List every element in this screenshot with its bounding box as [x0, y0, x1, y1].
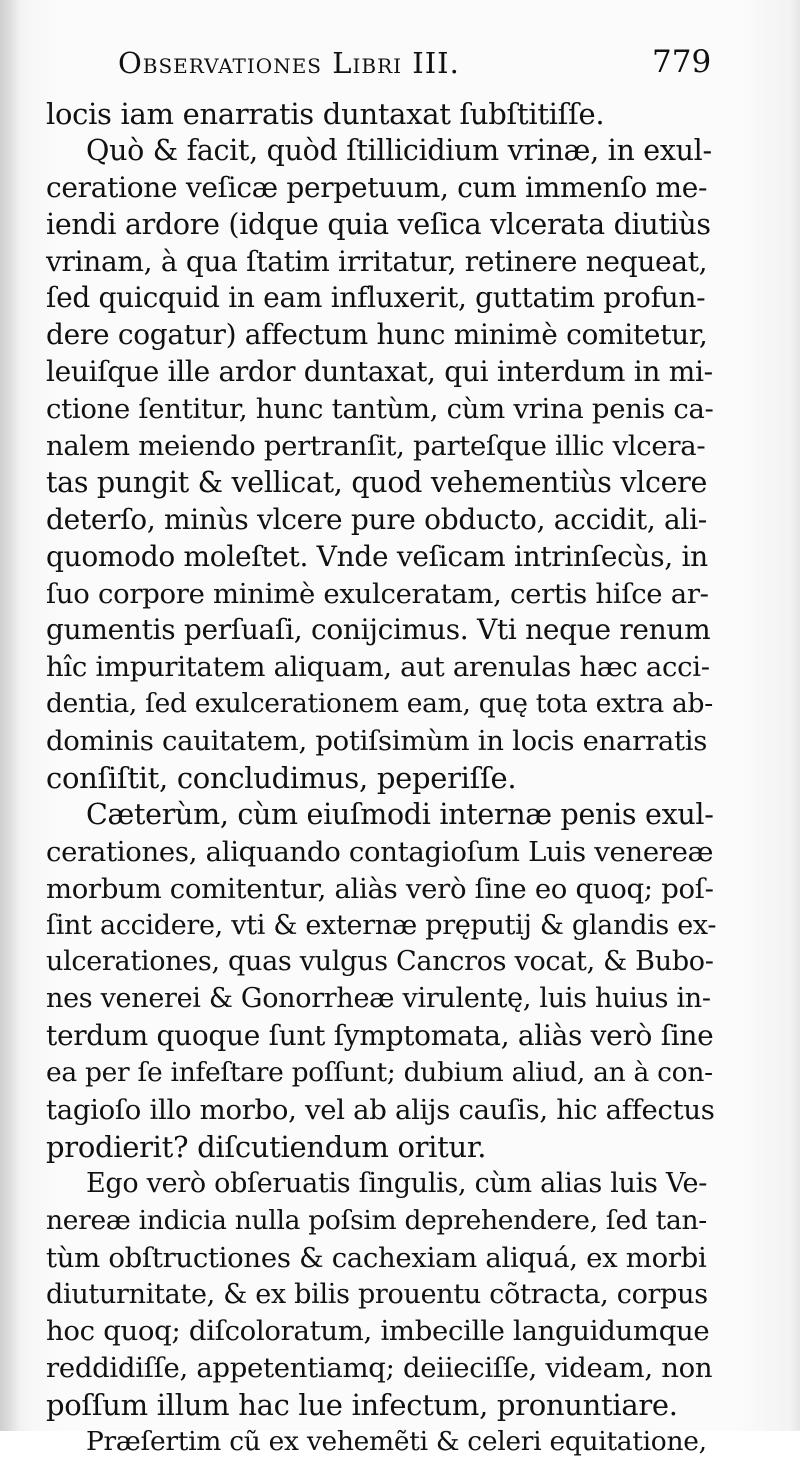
text-line: ſed quicquid in eam influxerit, guttatim profun-: [46, 281, 706, 315]
text-line: ctione ſentitur, hunc tantùm, cùm vrina penis ca-: [46, 393, 714, 426]
text-line: ſuo corpore minimè exulceratam, certis hiſce ar-: [46, 577, 709, 610]
text-line: hîc impuritatem aliquam, aut arenulas hæc acci-: [46, 651, 710, 684]
text-line: ceratione veſicæ perpetuum, cum immenſo me-: [46, 170, 708, 204]
running-title: Observationes Libri III.: [118, 46, 460, 80]
text-line: ea per ſe infeſtare poſſunt; dubium aliud, an à con-: [46, 1057, 713, 1089]
text-line: ulcerationes, quas vulgus Cancros vocat, & Bubo-: [46, 946, 714, 978]
text-line: nes venerei & Gonorrheæ virulentę, luis huius in-: [46, 983, 711, 1015]
text-line: tagioſo illo morbo, vel ab alijs cauſis, hic affectus: [46, 1094, 715, 1127]
text-line: Ego verò obſeruatis ſingulis, cùm alias luis Ve-: [86, 1167, 708, 1199]
page-number: 779: [652, 44, 712, 80]
text-line: poſſum illum hac lue infectum, pronuntiare.: [46, 1388, 678, 1423]
text-line: ſint accidere, vti & externæ pręputij & glandis ex-: [46, 909, 717, 941]
text-line: dentia, ſed exulcerationem eam, quę tota extra ab-: [46, 688, 713, 720]
page-gutter-shadow: [0, 0, 20, 1431]
text-line: cerationes, aliquando contagioſum Luis venereæ: [46, 835, 714, 868]
text-line: vrinam, à qua ſtatim irritatur, retinere nequeat,: [46, 244, 708, 278]
text-line: dominis cauitatem, potiſsimùm in locis enarratis: [46, 725, 708, 758]
text-line: nereæ indicia nulla poſsim deprehendere, ſed tan-: [46, 1204, 707, 1236]
text-line: iendi ardore (idque quia veſica vlcerata diutiùs: [46, 207, 711, 241]
text-line: terdum quoque ſunt ſymptomata, aliàs verò ſine: [46, 1019, 714, 1053]
body-text: [46, 96, 716, 1461]
text-line: reddidiſſe, appetentiamq; deiieciſſe, videam, non: [46, 1352, 713, 1385]
text-line: deterſo, minùs vlcere pure obducto, accidit, ali-: [46, 502, 707, 536]
text-line: locis iam enarratis duntaxat ſubſtitiſſe.: [46, 97, 605, 131]
text-line: morbum comitentur, aliàs verò ſine eo quoq; poſ-: [46, 872, 714, 905]
running-head: [118, 44, 718, 94]
text-line: tùm obſtructiones & cachexiam aliquá, ex morbi: [46, 1241, 707, 1274]
text-line: conſiſtit, concludimus, peperiſſe.: [46, 761, 517, 796]
text-line: quomodo moleſtet. Vnde veſicam intrinſecùs, in: [46, 539, 708, 573]
text-line: tas pungit & vellicat, quod vehementiùs vlcere: [46, 465, 708, 499]
text-line: hoc quoq; diſcoloratum, imbecille languidumque: [46, 1315, 710, 1348]
text-line: gumentis perſuaſi, conijcimus. Vti neque renum: [46, 613, 711, 647]
text-line: Cæterùm, cùm eiuſmodi internæ penis exul-: [86, 797, 714, 831]
text-line: Præſertim cũ ex vehemẽti & celeri equitatione,: [86, 1426, 707, 1458]
text-line: Quò & facit, quòd ſtillicidium vrinæ, in exul-: [86, 133, 712, 167]
text-line: prodierit? diſcutiendum oritur.: [46, 1129, 487, 1164]
text-line: dere cogatur) affectum hunc minimè comitetur,: [46, 318, 708, 352]
text-line: leuiſque ille ardor duntaxat, qui interdum in mi-: [46, 355, 713, 389]
text-line: nalem meiendo pertranſit, parteſque illic vlcera-: [46, 430, 706, 463]
text-line: diuturnitate, & ex bilis prouentu cõtracta, corpus: [46, 1278, 708, 1310]
